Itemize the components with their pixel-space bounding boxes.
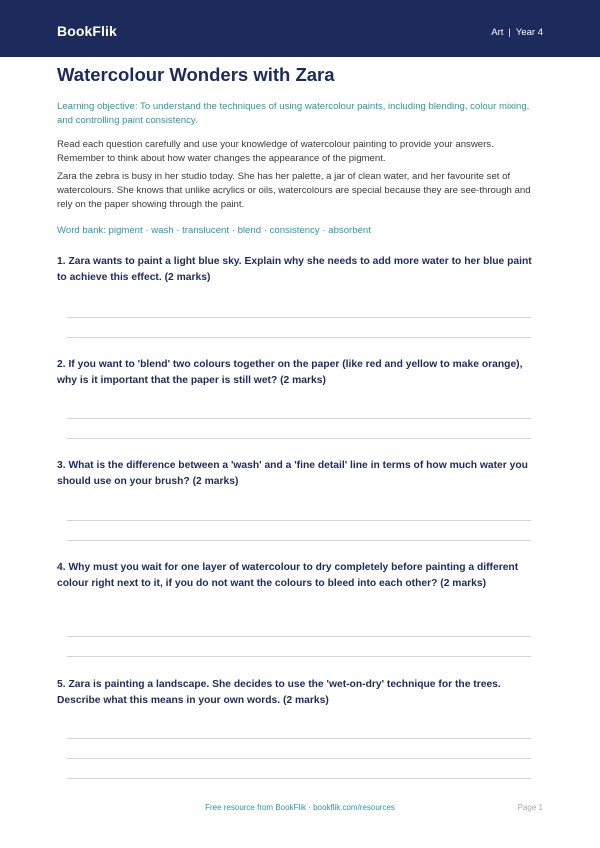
- answer-line-q4-2[interactable]: [67, 656, 531, 657]
- meta-separator: |: [508, 27, 511, 38]
- answer-line-q4-1[interactable]: [67, 636, 531, 637]
- header-bar: [0, 0, 600, 57]
- brand-logo-text[interactable]: BookFlik: [57, 23, 117, 39]
- answer-line-q5-1[interactable]: [67, 738, 531, 739]
- page-number: Page 1: [517, 803, 543, 812]
- learning-objective: Learning objective: To understand the techniques of using watercolour paints, including blending, colour mixing, and controlling paint consistency.: [57, 101, 530, 126]
- answer-line-q1-2[interactable]: [67, 337, 531, 338]
- word-bank: Word bank: pigment · wash · translucent · blend · consistency · absorbent: [57, 225, 371, 236]
- question-1: 1. Zara wants to paint a light blue sky. Explain why she needs to add more water to her blue paint to achieve this effect. (2 marks): [57, 256, 532, 283]
- answer-line-q3-2[interactable]: [67, 540, 531, 541]
- subject-label: Art: [491, 27, 504, 38]
- question-4: 4. Why must you wait for one layer of watercolour to dry completely before painting a different colour right next to it, if you do not want the colours to bleed into each other? (2 marks): [57, 562, 519, 589]
- subject-year-label: [491, 27, 543, 38]
- question-3: 3. What is the difference between a 'wash' and a 'fine detail' line in terms of how much water you should use on your brush? (2 marks): [57, 460, 528, 487]
- answer-line-q5-3[interactable]: [67, 778, 531, 779]
- footer-credit-link[interactable]: Free resource from BookFlik · bookflik.com/resources: [205, 803, 395, 812]
- answer-line-q3-1[interactable]: [67, 520, 531, 521]
- instructions-paragraph: Read each question carefully and use your knowledge of watercolour painting to provide your answers. Remember to think about how water changes the appearance of the pigment.: [57, 139, 494, 164]
- story-paragraph: Zara the zebra is busy in her studio today. She has her palette, a jar of clean water, and her favourite set of watercolours. She knows that unlike acrylics or oils, watercolours are special because they are see-through and rely on the paper showing through the paint.: [57, 171, 531, 210]
- answer-line-q5-2[interactable]: [67, 758, 531, 759]
- year-label: Year 4: [515, 27, 543, 38]
- answer-line-q1-1[interactable]: [67, 317, 531, 318]
- question-2: 2. If you want to 'blend' two colours together on the paper (like red and yellow to make orange), why is it important that the paper is still wet? (2 marks): [57, 359, 523, 386]
- answer-line-q2-1[interactable]: [67, 418, 531, 419]
- worksheet-title: Watercolour Wonders with Zara: [57, 64, 335, 85]
- question-5: 5. Zara is painting a landscape. She decides to use the 'wet-on-dry' technique for the trees. Describe what this means in your own words. (2 marks): [57, 679, 501, 706]
- answer-line-q2-2[interactable]: [67, 438, 531, 439]
